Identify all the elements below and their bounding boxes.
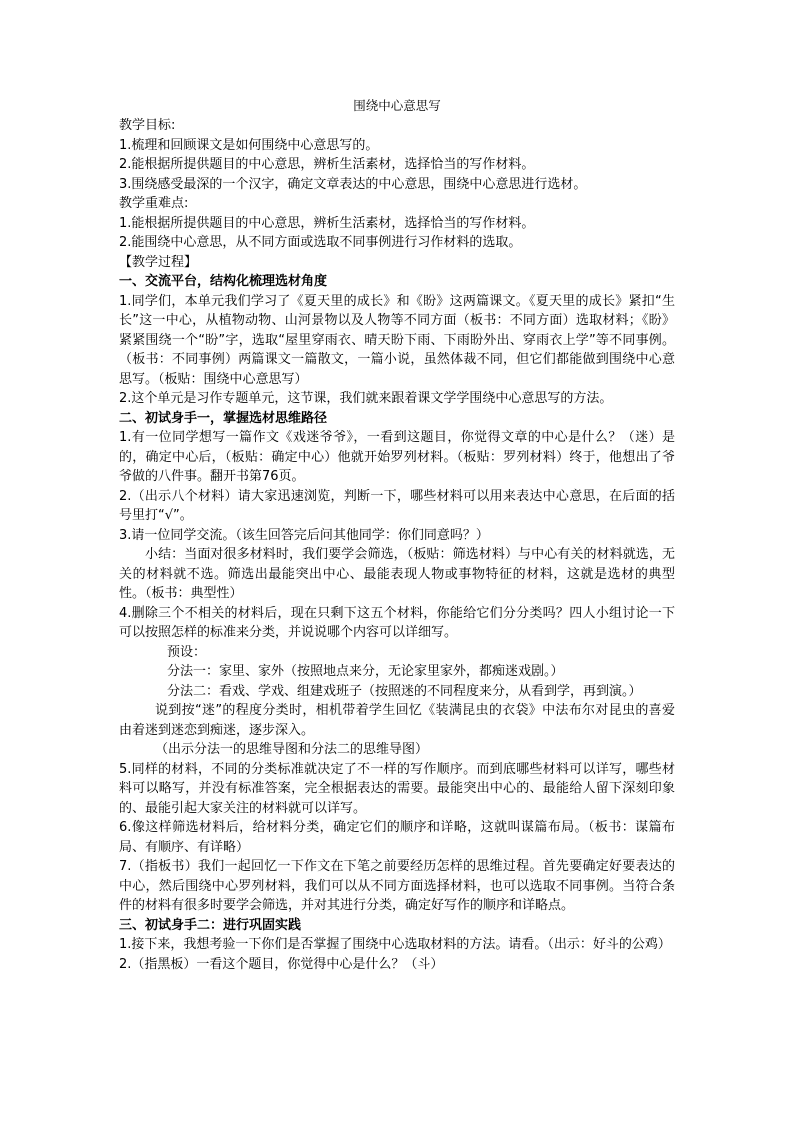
paragraph: 1.同学们，本单元我们学习了《夏天里的成长》和《盼》这两篇课文。《夏天里的成长》紧扣“生长”这一中心，从植物动物、山河景物以及人物等不同方面（板书：不同方面）选取材料；《盼》紧紧围绕一个“盼”字，选取“屋里穿雨衣、晴天盼下雨、下雨盼外出、穿雨衣上学”等不同事例。（板书：不同事例）两篇课文一篇散文，一篇小说，虽然体裁不同，但它们都能做到围绕中心意思写。（板贴：围绕中心意思写） xyxy=(119,293,675,387)
paragraph: 说到按“迷”的程度分类时，相机带着学生回忆《装满昆虫的衣袋》中法布尔对昆虫的喜爱由着迷到迷恋到痴迷，逐步深入。 xyxy=(119,703,675,738)
paragraph: 教学重难点: xyxy=(119,196,189,211)
paragraph-preset: 预设： xyxy=(167,644,207,660)
paragraph: 2.能根据所提供题目的中心意思，辨析生活素材，选择恰当的写作材料。 xyxy=(119,157,535,172)
paragraph-method-one: 分法一：家里、家外（按照地点来分，无论家里家外，都痴迷戏剧。） xyxy=(167,664,564,679)
paragraph: 3.围绕感受最深的一个汉字，确定文章表达的中心意思，围绕中心意思进行选材。 xyxy=(119,176,587,192)
paragraph: （出示分法一的思维导图和分法二的思维导图） xyxy=(155,742,429,757)
paragraph: 【教学过程】 xyxy=(119,254,198,270)
paragraph: 1.接下来，我想考验一下你们是否掌握了围绕中心选取材料的方法。请看。（出示：好斗的公鸡） xyxy=(119,937,671,952)
paragraph: 1.能根据所提供题目的中心意思，辨析生活素材，选择恰当的写作材料。 xyxy=(119,215,535,231)
paragraph: 5.同样的材料，不同的分类标准就决定了不一样的写作顺序。而到底哪些材料可以详写，哪些材料可以略写，并没有标准答案，完全根据表达的需要。最能突出中心的、最能给人留下深刻印象的、最能引起大家关注的材料就可以详写。 xyxy=(119,761,675,816)
paragraph-method-two: 分法二：看戏、学戏、组建戏班子（按照迷的不同程度来分，从看到学，再到演。） xyxy=(167,683,642,699)
document-title: 围绕中心意思写 xyxy=(353,98,441,113)
paragraph: 2.能围绕中心意思，从不同方面或选取不同事例进行习作材料的选取。 xyxy=(119,235,522,250)
section-heading: 三、初试身手二：进行巩固实践 xyxy=(119,917,302,933)
paragraph: 1.有一位同学想写一篇作文《戏迷爷爷》，一看到这题目，你觉得文章的中心是什么？（迷）是的，确定中心后，（板贴：确定中心）他就开始罗列材料。（板贴：罗列材料）终于，他想出了爷爷做的八件事。翻开书第76页。 xyxy=(119,430,675,484)
paragraph: 教学目标: xyxy=(119,118,176,133)
document-page xyxy=(119,96,675,974)
paragraph: 2.这个单元是习作专题单元，这节课，我们就来跟着课文学学围绕中心意思写的方法。 xyxy=(119,391,613,406)
paragraph: 6.像这样筛选材料后，给材料分类，确定它们的顺序和详略，这就叫谋篇布局。（板书：谋篇布局、有顺序、有详略） xyxy=(119,820,675,855)
paragraph-summary: 小结：当面对很多材料时，我们要学会筛选，（板贴：筛选材料）与中心有关的材料就选，无关的材料就不选。筛选出最能突出中心、最能表现人物或事物特征的材料，这就是选材的典型性。（板书：典型性） xyxy=(119,547,675,601)
paragraph: 1.梳理和回顾课文是如何围绕中心意思写的。 xyxy=(119,137,379,153)
section-heading: 二、初试身手一，掌握选材思维路径 xyxy=(119,410,328,426)
section-heading: 一、交流平台，结构化梳理选材角度 xyxy=(119,274,328,289)
paragraph: 4.删除三个不相关的材料后，现在只剩下这五个材料，你能给它们分分类吗？四人小组讨论一下可以按照怎样的标准来分类，并说说哪个内容可以详细写。 xyxy=(119,605,675,640)
paragraph: 2.（出示八个材料）请大家迅速浏览，判断一下，哪些材料可以用来表达中心意思，在后面的括号里打“√”。 xyxy=(119,488,675,523)
paragraph: 7.（指板书）我们一起回忆一下作文在下笔之前要经历怎样的思维过程。首先要确定好要表达的中心，然后围绕中心罗列材料，我们可以从不同方面选择材料，也可以选取不同事例。当符合条件的材料有很多时要学会筛选，并对其进行分类，确定好写作的顺序和详略点。 xyxy=(119,859,675,913)
paragraph: 3.请一位同学交流。（该生回答完后问其他同学：你们同意吗？） xyxy=(119,527,489,543)
paragraph: 2.（指黑板）一看这个题目，你觉得中心是什么？（斗） xyxy=(119,956,444,972)
